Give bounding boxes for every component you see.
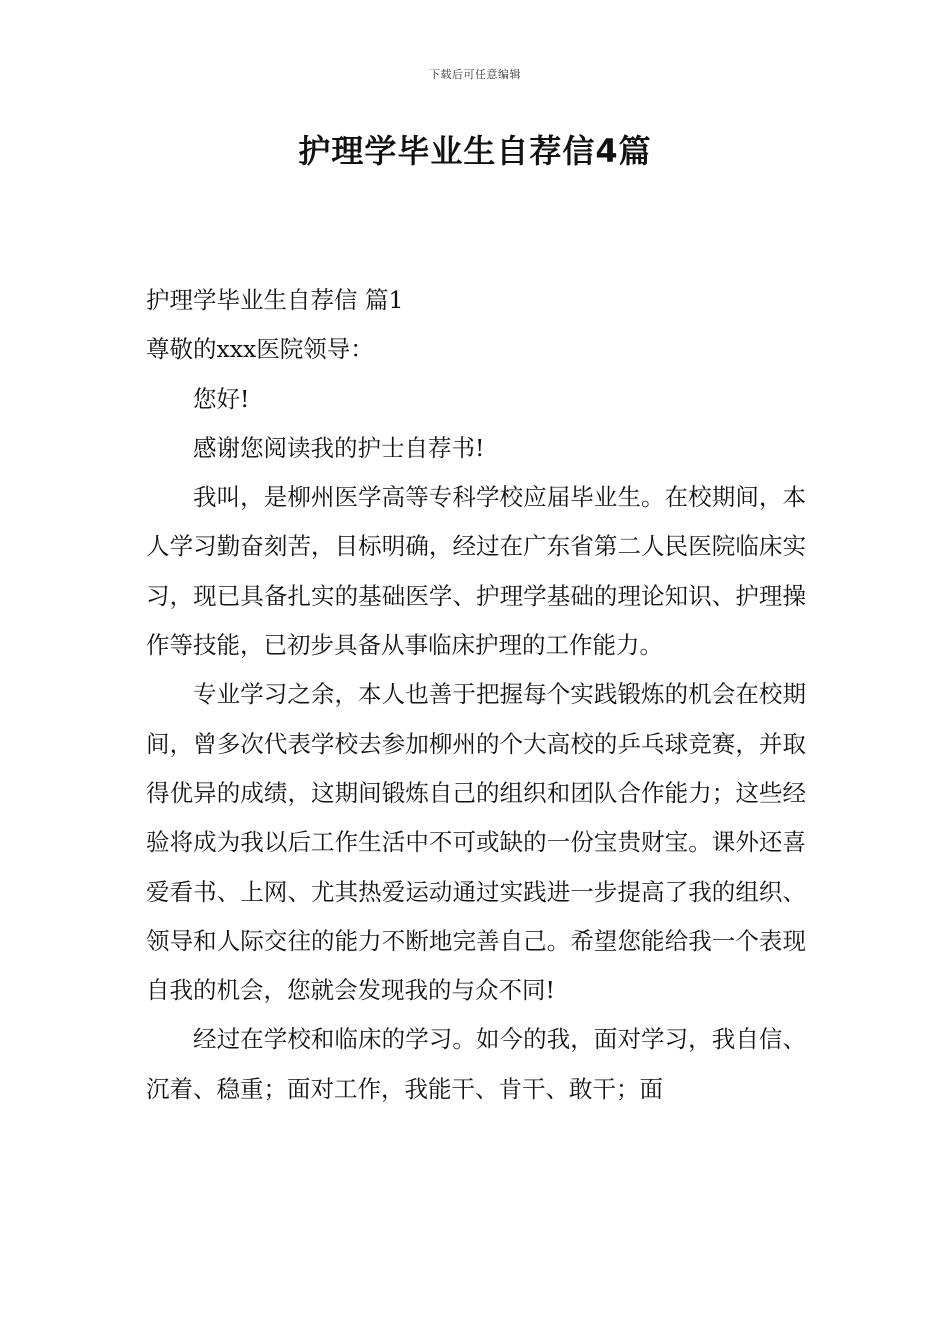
document-body — [146, 276, 806, 1114]
salutation: 尊敬的xxx医院领导： — [146, 335, 374, 364]
activities-paragraph: 专业学习之余，本人也善于把握每个实践锻炼的机会在校期间，曾多次代表学校去参加柳州的个大高校的乒乓球竞赛，并取得优异的成绩，这期间锻炼自己的组织和团队合作能力；这些经验将成为我以后工作生活中不可或缺的一份宝贵财宝。课外还喜爱看书、上网、尤其热爱运动通过实践进一步提高了我的组织、领导和人际交往的能力不断地完善自己。希望您能给我一个表现自我的机会，您就会发现我的与众不同! — [146, 680, 806, 1005]
introduction-paragraph: 我叫，是柳州医学高等专科学校应届毕业生。在校期间，本人学习勤奋刻苦，目标明确，经过在广东省第二人民医院临床实习，现已具备扎实的基础医学、护理学基础的理论知识、护理操作等技能，已初步具备从事临床护理的工作能力。 — [146, 483, 806, 660]
header-note: 下载后可任意编辑 — [429, 68, 521, 81]
section-heading: 护理学毕业生自荐信 篇1 — [146, 286, 404, 314]
thanks-paragraph: 感谢您阅读我的护士自荐书! — [193, 433, 485, 462]
closing-paragraph: 经过在学校和临床的学习。如今的我，面对学习，我自信、沉着、稳重；面对工作，我能干、肯干、敢干；面 — [146, 1025, 806, 1103]
document-title: 护理学毕业生自荐信4篇 — [298, 132, 652, 170]
greeting-paragraph: 您好! — [193, 384, 250, 413]
